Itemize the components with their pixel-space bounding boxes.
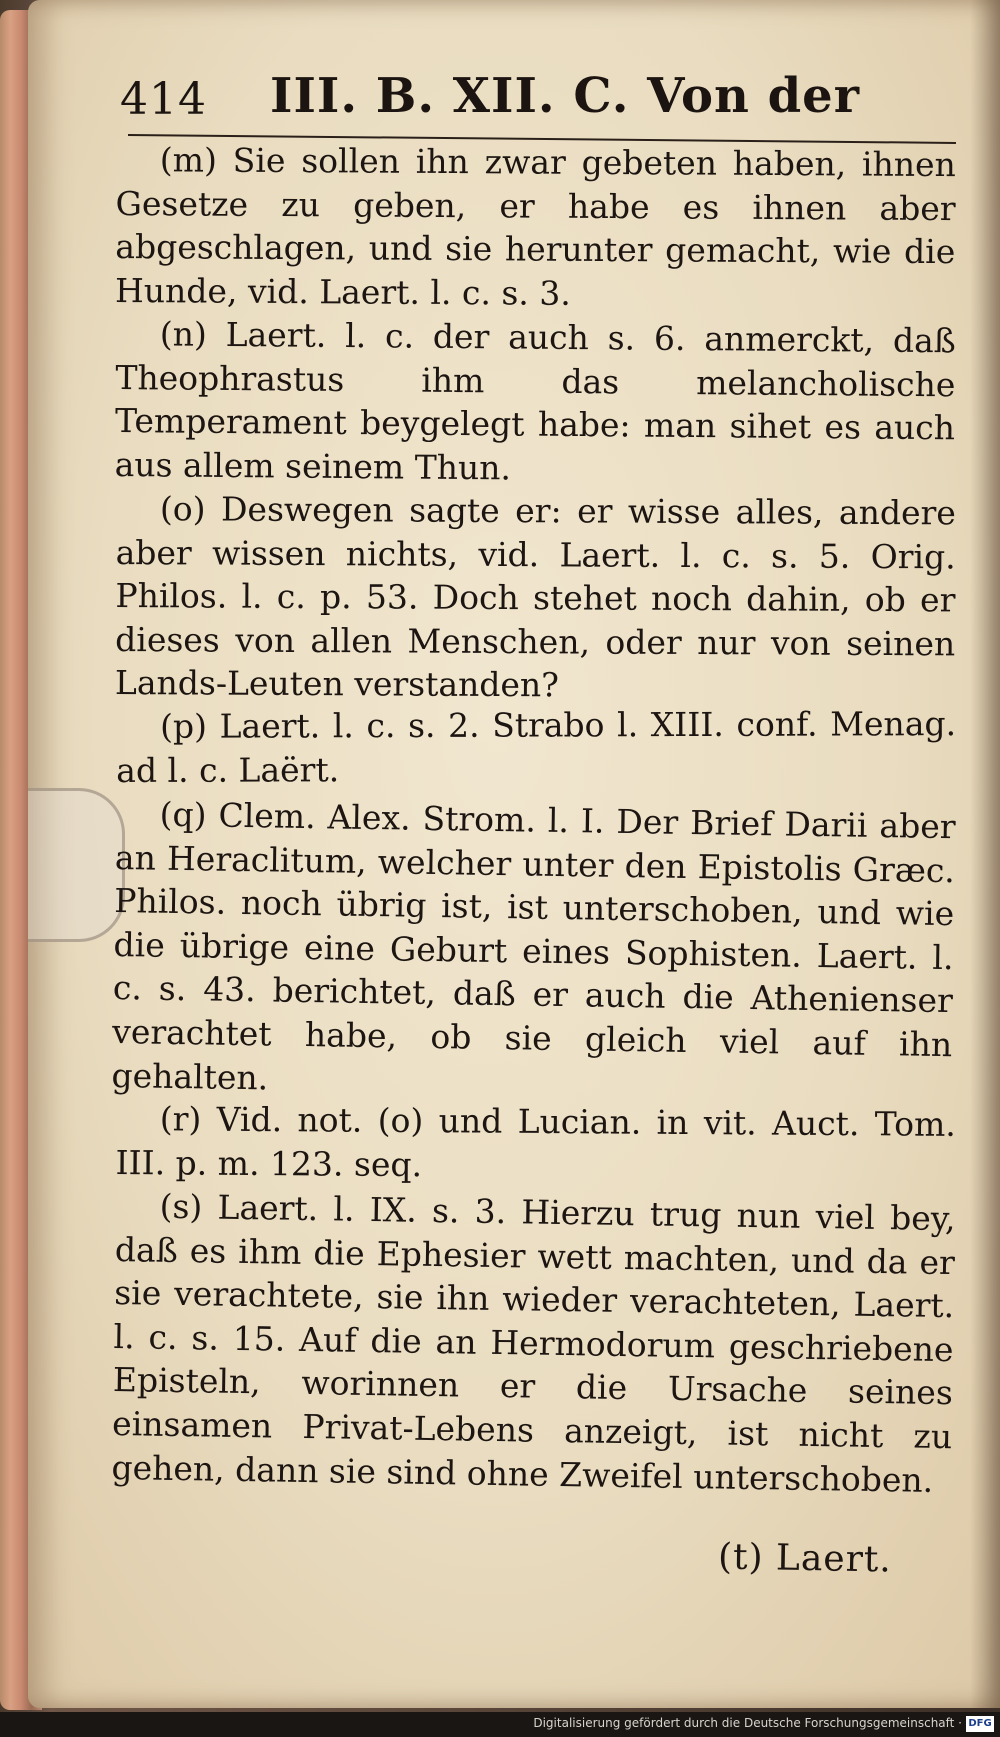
footnotes-body bbox=[111, 138, 957, 1500]
footnote-p bbox=[116, 702, 956, 792]
footnote-text: (r) Vid. not. (o) und Lucian. in vit. Auct. Tom. III. p. m. 123. seq. bbox=[115, 1099, 956, 1184]
footnote-r bbox=[115, 1097, 956, 1190]
footnote-text: (o) Deswegen sagte er: er wisse alles, andere aber wissen nichts, vid. Laert. l. c. s. 5. Orig. Philos. l. c. p. 53. Doch stehet noch dahin, ob er dieses von allen Menschen, oder nur von seinen Lands-Leuten verstanden? bbox=[114, 488, 956, 705]
footnote-n bbox=[114, 312, 955, 494]
paper-clip bbox=[28, 788, 125, 942]
footnote-s bbox=[111, 1184, 956, 1502]
page-number: 414 bbox=[120, 74, 207, 125]
footnote-q bbox=[111, 792, 956, 1110]
footnote-text: (m) Sie sollen ihn zwar gebeten haben, ihnen Gesetze zu geben, er habe es ihnen aber abgeschlagen, und sie herunter gemacht, wie die Hunde, vid. Laert. l. c. s. 3. bbox=[114, 140, 956, 313]
dfg-logo: DFG bbox=[966, 1716, 994, 1732]
footnote-text: (p) Laert. l. c. s. 2. Strabo l. XIII. conf. Menag. ad l. c. Laërt. bbox=[116, 703, 957, 790]
footnote-o bbox=[115, 487, 956, 709]
running-head: III. B. XII. C. Von der bbox=[270, 68, 860, 124]
page-header bbox=[120, 62, 980, 132]
book-page bbox=[28, 0, 1000, 1708]
footnote-text: (n) Laert. l. c. der auch s. 6. anmerckt, daß Theophrastus ihm das melancholische Temperament beygelegt habe: man sihet es auch aus allem seinem Thun. bbox=[114, 314, 956, 488]
digitization-credit-bar bbox=[0, 1712, 1000, 1737]
footnote-text: (q) Clem. Alex. Strom. l. I. Der Brief Darii aber an Heraclitum, welcher unter den Epistolis Græc. Philos. noch übrig ist, ist unterschoben, und wie die übrige eine Geburt eines Sophisten. Laert. l. c. s. 43. berichtet, daß er auch die Athenienser verachtet habe, ob sie gleich viel auf ihn gehalten. bbox=[111, 794, 956, 1097]
credit-text: Digitalisierung gefördert durch die Deutsche Forschungsgemeinschaft · bbox=[533, 1716, 962, 1730]
footnote-text: (s) Laert. l. IX. s. 3. Hierzu trug nun viel bey, daß es ihm die Ephesier wett machten, und da er sie verachtete, sie ihn wieder verachteten, Laert. l. c. s. 15. Auf die an Hermodorum geschriebene Episteln, worinnen er die Ursache seines einsamen Privat-Lebens anzeigt, ist nicht zu gehen, dann sie sind ohne Zweifel unterschoben. bbox=[111, 1186, 956, 1500]
catchword: (t) Laert. bbox=[717, 1536, 893, 1581]
footnote-m bbox=[115, 138, 956, 318]
